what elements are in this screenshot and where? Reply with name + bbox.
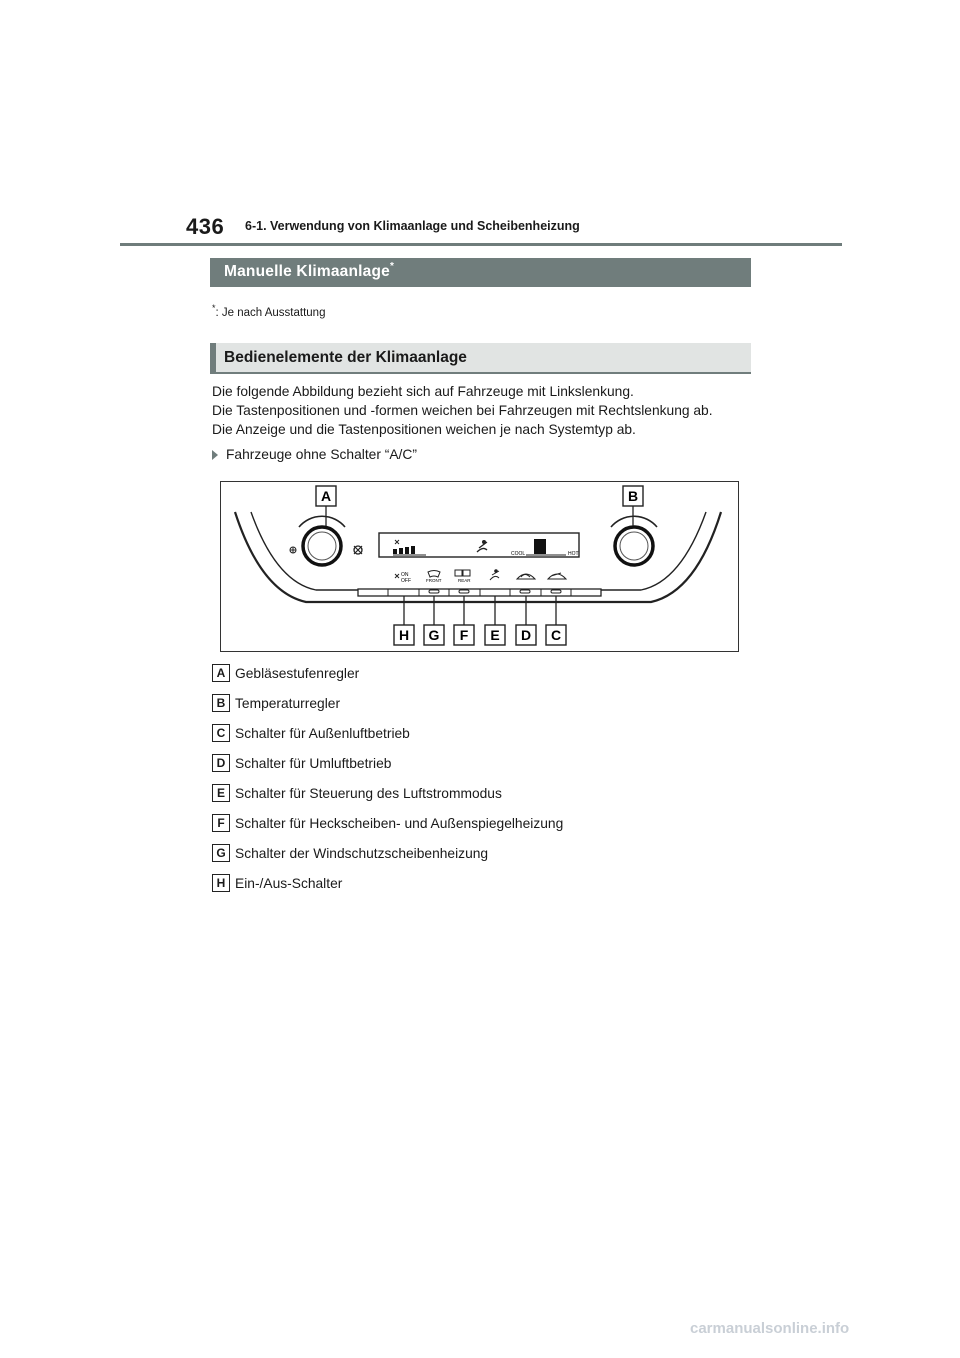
legend-item-e	[212, 783, 502, 803]
callout-a-label: A	[320, 488, 332, 504]
legend-key-b: B	[212, 694, 230, 712]
subsection-heading: Bedienelemente der Klimaanlage	[210, 343, 751, 374]
legend-item-d	[212, 753, 391, 773]
callout-f	[454, 625, 474, 645]
legend-key-f: F	[212, 814, 230, 832]
legend-label-e: Schalter für Steuerung des Luftstrommodus	[235, 785, 502, 801]
callout-g-label: G	[428, 627, 440, 643]
outside-air-icon	[548, 573, 566, 579]
legend-item-b	[212, 693, 340, 713]
legend-label-g: Schalter der Windschutzscheibenheizung	[235, 845, 489, 861]
footnote	[212, 303, 325, 319]
front-defroster-icon	[428, 571, 440, 578]
callout-f-label: F	[459, 627, 469, 643]
legend-key-h: H	[212, 874, 230, 892]
callout-h	[394, 625, 414, 645]
climate-panel-drawing	[221, 482, 737, 650]
fan-knob	[303, 527, 341, 565]
intro-paragraph-2: Die Tastenpositionen und -formen weichen bei Fahrzeugen mit Rechtslenkung ab.	[212, 403, 713, 418]
legend-item-h	[212, 873, 342, 893]
climate-panel-figure	[220, 481, 739, 652]
callout-b-label: B	[627, 488, 639, 504]
section-title: Manuelle Klimaanlage	[224, 263, 390, 280]
callout-e	[485, 625, 505, 645]
cool-label: COOL	[511, 551, 526, 557]
section-asterisk: *	[389, 261, 395, 272]
legend-label-f: Schalter für Heckscheiben- und Außenspiegelheizung	[235, 815, 564, 831]
callout-b	[623, 486, 643, 506]
legend-item-c	[212, 723, 410, 743]
footnote-text: : Je nach Ausstattung	[215, 306, 326, 319]
temperature-knob	[615, 527, 653, 565]
legend-label-a: Gebläsestufenregler	[235, 665, 360, 681]
legend-label-d: Schalter für Umluftbetrieb	[235, 755, 392, 771]
bullet-triangle-icon	[212, 450, 218, 460]
fan-low-icon	[290, 547, 296, 553]
front-label: FRONT	[426, 578, 442, 583]
legend-item-f	[212, 813, 563, 833]
callout-d	[516, 625, 536, 645]
rear-label: REAR	[458, 578, 471, 583]
callout-d-label: D	[520, 627, 532, 643]
callout-e-label: E	[490, 627, 500, 643]
temperature-level-bar	[534, 539, 546, 554]
off-label: OFF	[401, 578, 411, 584]
airflow-mode-button-icon	[490, 569, 499, 580]
legend-key-g: G	[212, 844, 230, 862]
recirculation-icon	[517, 574, 535, 579]
footnote-mark: *	[212, 303, 216, 313]
legend-key-e: E	[212, 784, 230, 802]
legend-key-d: D	[212, 754, 230, 772]
callout-h-label: H	[398, 627, 410, 643]
legend-item-g	[212, 843, 488, 863]
fan-high-icon	[354, 546, 362, 554]
variant-bullet	[212, 447, 417, 462]
rear-defroster-icon	[455, 570, 462, 576]
mirror-heater-icon	[463, 570, 470, 576]
chapter-title: 6-1. Verwendung von Klimaanlage und Scheibenheizung	[245, 219, 580, 233]
legend-label-c: Schalter für Außenluftbetrieb	[235, 725, 410, 741]
legend-key-a: A	[212, 664, 230, 682]
intro-paragraph-3: Die Anzeige und die Tastenpositionen weichen je nach Systemtyp ab.	[212, 422, 636, 437]
legend-key-c: C	[212, 724, 230, 742]
fan-onoff-icon	[395, 574, 399, 578]
variant-bullet-text: Fahrzeuge ohne Schalter “A/C”	[226, 447, 417, 462]
legend-item-a	[212, 663, 359, 683]
legend-label-h: Ein-/Aus-Schalter	[235, 875, 343, 891]
section-heading	[210, 258, 751, 287]
callout-g	[424, 625, 444, 645]
on-label: ON	[401, 572, 409, 578]
watermark: carmanualsonline.info	[690, 1320, 850, 1337]
hot-label: HOT	[568, 551, 579, 557]
legend-label-b: Temperaturregler	[235, 695, 341, 711]
callout-c-label: C	[550, 627, 562, 643]
page-number: 436	[186, 214, 225, 239]
intro-paragraph-1: Die folgende Abbildung bezieht sich auf Fahrzeuge mit Linkslenkung.	[212, 384, 634, 399]
callout-c	[546, 625, 566, 645]
header-rule	[120, 243, 842, 246]
callout-a	[316, 486, 336, 506]
